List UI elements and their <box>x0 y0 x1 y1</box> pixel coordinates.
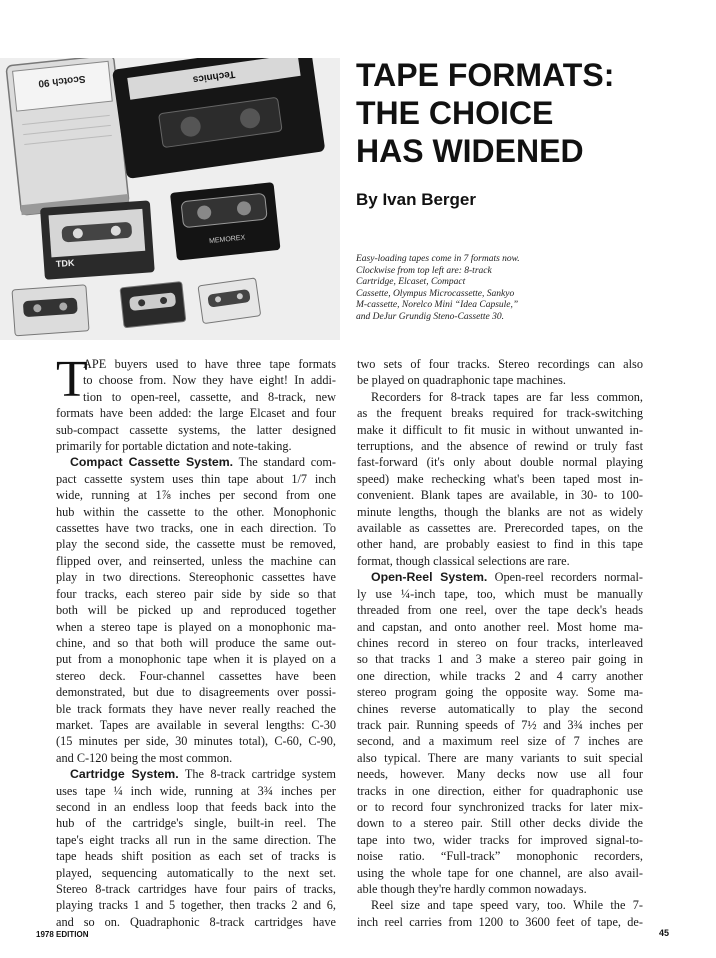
body-line: as the frequent breaks required for track-switching <box>357 406 643 421</box>
caption-line: Cartridge, Elcaset, Compact <box>356 277 466 288</box>
edition-footer: 1978 EDITION <box>36 930 89 939</box>
body-line: Reel size and tape speed vary, too. While the 7- <box>371 898 643 913</box>
body-line: so that tracks 1 and 3 make a stereo pair going in <box>357 652 643 667</box>
body-line: tape heads shift position as each set of tracks is <box>56 849 336 864</box>
body-line: one direction, while tracks 2 and 4 carry another <box>357 668 643 683</box>
cartridge-section <box>56 766 336 930</box>
body-line: down to a stereo pair. Still other decks divide the <box>357 816 643 831</box>
body-line: APE buyers used to have three tape formats <box>83 357 336 371</box>
title-line: HAS WIDENED <box>356 133 584 169</box>
body-line: tion to open-reel, cassette, and 8-track, new <box>83 389 336 404</box>
body-line: Recorders for 8-track tapes are far less common, <box>371 389 643 404</box>
body-line: noise ratio. “Full-track” monophonic recorders, <box>357 849 643 864</box>
paragraph <box>357 356 643 389</box>
body-line: also typical. There are many variants to suit special <box>357 750 643 765</box>
body-line: or to record four synchronized tracks for later mix- <box>357 799 643 814</box>
body-line: both will be picked up and reproduced together <box>56 603 336 618</box>
body-line: tape's eight tracks all run in the same direction. The <box>56 832 336 847</box>
title-line: THE CHOICE <box>356 95 554 131</box>
body-line: played, sequencing automatically to the next set. <box>56 865 336 880</box>
section-heading: Cartridge System. <box>70 767 179 782</box>
body-line: using the whole tape for one channel, are also avail- <box>357 865 643 880</box>
body-line: demonstrated, but due to disagreements over possi- <box>56 685 336 700</box>
body-line: play the second side, the cassette must be removed, <box>56 537 336 552</box>
body-line: needs, however. Many decks now use all four <box>357 767 643 782</box>
body-line: second, and a maximum reel size of 7 inches are <box>357 734 643 749</box>
body-line: put from a monophonic tape when it is played on a <box>56 652 336 667</box>
body-line: formats have been added: the large Elcaset and four <box>56 406 336 421</box>
intro-paragraph <box>56 351 336 454</box>
photo-caption <box>356 254 556 324</box>
body-line: Stereo 8-track cartridges have four pairs of tracks, <box>56 882 336 896</box>
body-line: other hand, are probably easiest to find in this tape <box>357 537 643 552</box>
open-reel-section <box>357 569 643 897</box>
caption-line: and DeJur Grundig Steno-Cassette 30. <box>356 311 505 322</box>
body-line: to choose from. Now they have eight! In addi- <box>83 373 336 388</box>
byline: By Ivan Berger <box>356 190 476 209</box>
body-line: pact cassette system uses thin tape about 1/7 inch <box>56 471 336 486</box>
title-line: TAPE FORMATS: <box>356 57 615 93</box>
body-line: uses tape ¼ inch wide, running at 3¾ inches per <box>56 783 336 798</box>
caption-line: Easy-loading tapes come in 7 formats now. <box>356 254 520 264</box>
body-line: be played on quadraphonic tape machines. <box>357 373 566 388</box>
caption-line: M-cassette, Norelco Mini “Idea Capsule,” <box>356 300 519 311</box>
tdk-label: TDK <box>55 257 75 270</box>
body-line: tape into two, wider tracks for improved signal-to- <box>357 832 643 847</box>
body-line: minute lengths, though the blanks are not as widely <box>357 504 643 519</box>
body-text: The standard com- <box>233 455 336 470</box>
paragraph <box>357 897 643 930</box>
body-line: cassettes have two tracks, one in each direction. To <box>56 521 336 536</box>
body-line: and so on. Quadraphonic 8-track cartridges have <box>56 914 336 929</box>
body-line: ly use ¼-inch tape, too, which must be manually <box>357 586 643 601</box>
right-column <box>357 356 643 930</box>
body-line: playing tracks 1 and 5 together, then tracks 2 and 6, <box>56 898 336 913</box>
technics-label: Technics <box>192 67 236 85</box>
body-line: wide, running at 1⅞ inches per second from one <box>56 488 336 503</box>
body-text: The 8-track cartridge system <box>178 767 336 782</box>
drop-cap: T <box>56 351 88 408</box>
compact-cassette-section <box>56 454 336 766</box>
page-number: 45 <box>659 928 670 938</box>
body-line: two sets of four tracks. Stereo recordings can also <box>357 357 643 371</box>
body-line: make it difficult to fit music in without unwanted in- <box>357 422 643 437</box>
body-line: available as cassettes are. Prerecorded tapes, on the <box>357 521 643 536</box>
caption-line: Clockwise from top left are: 8-track <box>356 265 492 276</box>
body-line: (15 minutes per side, 30 minutes total), C-60, C-90, <box>56 734 336 749</box>
section-heading: Compact Cassette System. <box>70 455 234 470</box>
body-line: track pair. Running speeds of 7½ and 3¾ inches per <box>357 717 643 732</box>
body-line: ble track formats they have never really reached the <box>56 701 336 716</box>
tape-cassettes-illustration <box>0 58 340 340</box>
body-line: stereo deck. Four-channel cassettes have been <box>56 668 336 683</box>
body-line: chines record in stereo on four tracks, interleaved <box>357 635 643 650</box>
body-line: hub of the cartridge's single, built-in reel. The <box>56 816 336 831</box>
body-line: flipped over, and reinserted, unless the machine can <box>56 553 336 568</box>
body-line: when a stereo tape is played on a monophonic ma- <box>56 619 336 634</box>
paragraph <box>357 389 643 569</box>
body-line: play in two directions. Stereophonic cassettes have <box>56 570 336 585</box>
body-line: market. Tapes are available in several lengths: C-30 <box>56 717 336 732</box>
body-line: convenient. Blank tapes are available, in 30- to 100- <box>357 488 643 503</box>
body-line: terruptions, and the absence of rewind or truly fast <box>357 439 643 454</box>
body-line: hub within the cassette to the other. Monophonic <box>56 504 336 519</box>
body-line: chines reverse automatically to play the second <box>357 701 643 716</box>
body-line: and capstan, and onto another reel. Most home ma- <box>357 619 643 634</box>
body-line: stereo program going the opposite way. Some ma- <box>357 685 643 700</box>
section-heading: Open-Reel System. <box>371 570 488 585</box>
body-line: primarily for portable dictation and note-taking. <box>56 439 292 454</box>
scotch-label: Scotch 90 <box>37 72 86 89</box>
body-line: fast-forward (it's only about double normal playing <box>357 455 643 470</box>
body-line: four tracks, each stereo pair side by side so that <box>56 586 336 601</box>
cassette-formats-photo <box>0 58 340 340</box>
body-line: able though they're hardly common nowadays. <box>357 882 587 896</box>
left-column <box>56 351 336 930</box>
caption-line: Cassette, Olympus Microcassette, Sankyo <box>356 288 515 299</box>
body-line: chine, and so that both will produce the same out- <box>56 635 336 650</box>
body-line: sub-compact cassette systems, the latter designed <box>56 422 336 437</box>
body-line: threaded from one reel, over the tape deck's heads <box>357 603 643 618</box>
body-line: format, though classical selections are rare. <box>357 553 570 568</box>
body-text: Open-reel recorders normal- <box>487 570 643 585</box>
body-line: and C-120 being the most common. <box>56 750 233 765</box>
body-line: inch reel carries from 1200 to 3600 feet of tape, de- <box>357 914 643 929</box>
body-line: second in an endless loop that feeds back into the <box>56 799 336 814</box>
memorex-label: MEMOREX <box>208 234 246 246</box>
article-title <box>356 56 696 170</box>
body-line: tracks in one direction, either for quadraphonic use <box>357 783 643 798</box>
body-line: speed) make rechecking what's been taped most in- <box>357 471 643 486</box>
